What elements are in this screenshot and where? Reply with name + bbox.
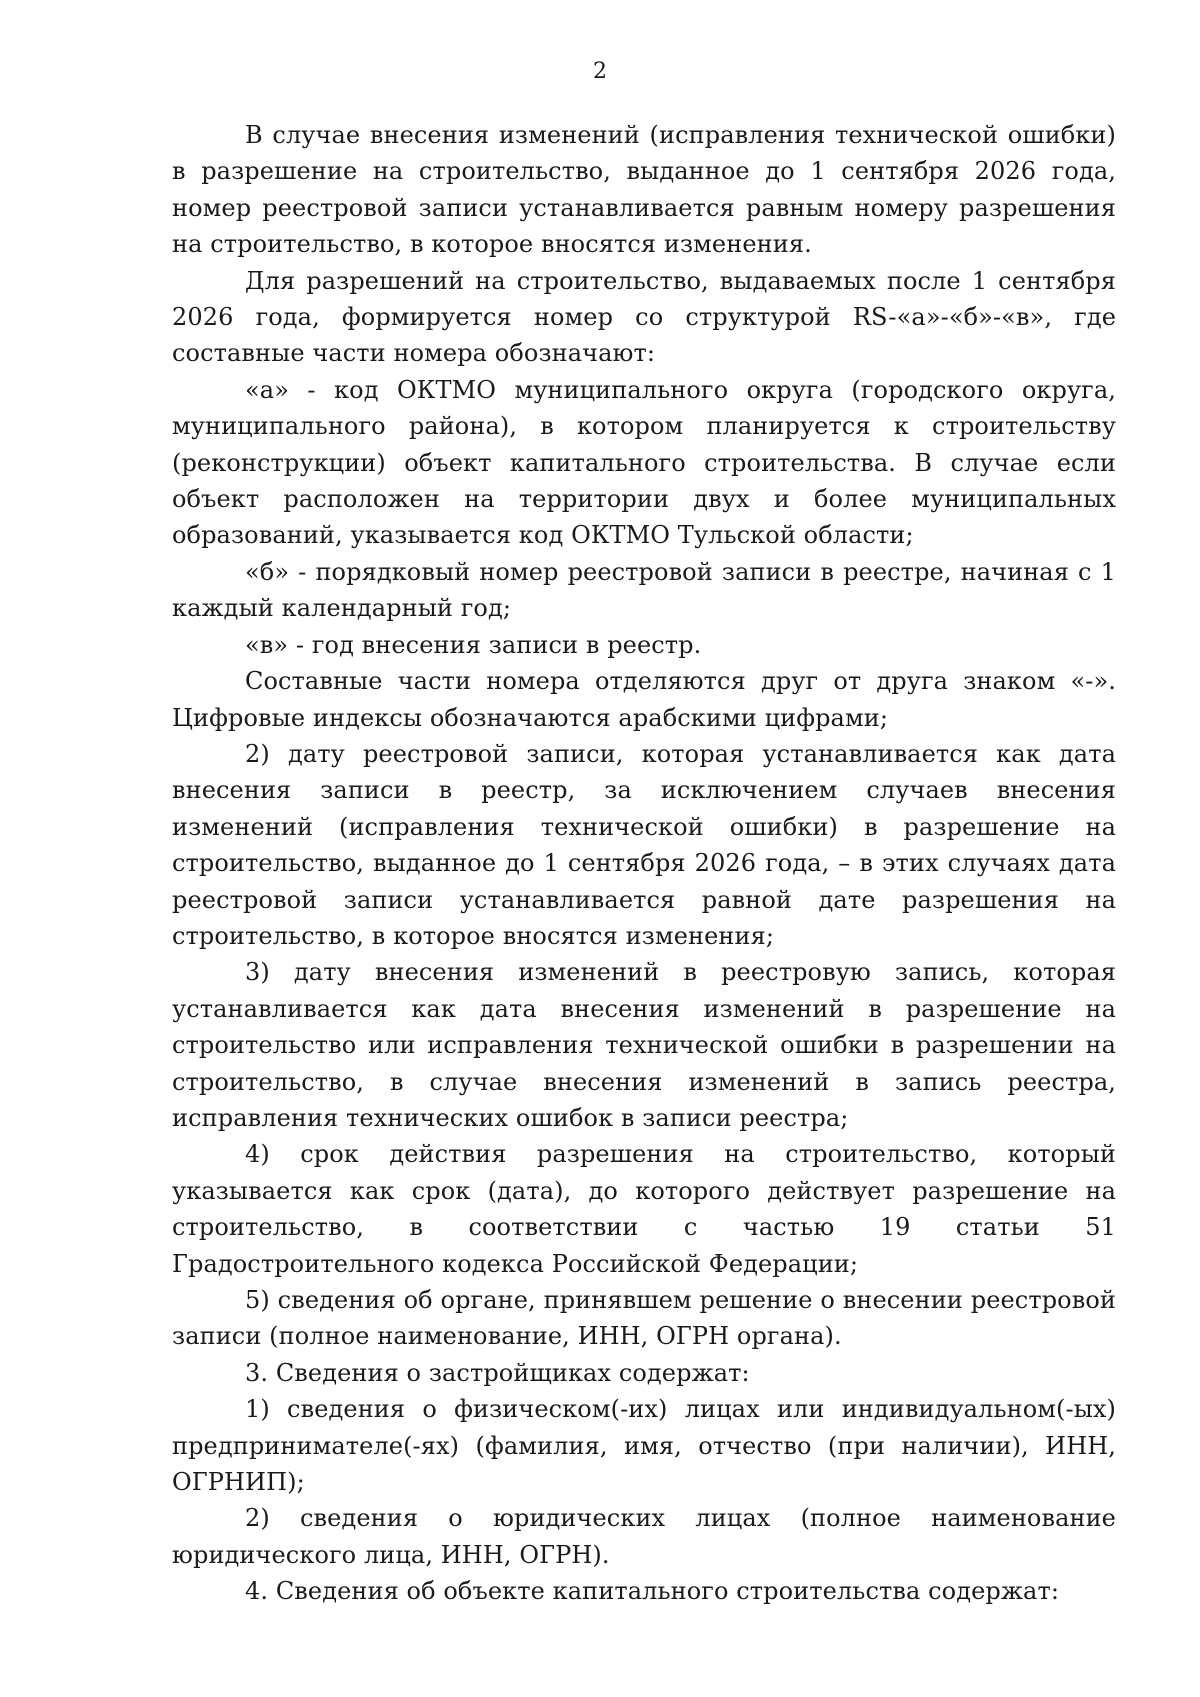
document-body — [172, 117, 1116, 1610]
paragraph-section-4-object: 4. Сведения об объекте капитального строительства содержат: — [245, 1577, 1060, 1606]
paragraph-item-5-authority: 5) сведения об органе, принявшем решение о внесении реестровой записи (полное наименование, ИНН, ОГРН органа). — [172, 1286, 1116, 1351]
page-number: 2 — [593, 59, 607, 84]
paragraph-number-structure: Для разрешений на строительство, выдаваемых после 1 сентября 2026 года, формируется номер со структурой RS-«а»-«б»-«в», где составные части номера обозначают: — [172, 266, 1116, 368]
paragraph-part-a: «а» - код ОКТМО муниципального округа (городского округа, муниципального района), в котором планируется к строительству (реконструкции) объект капитального строительства. В случае если объект расположен на территории двух и более муниципальных образований, указывается код ОКТМО Тульской области; — [172, 375, 1116, 550]
paragraph-developers-legal-entities: 2) сведения о юридических лицах (полное наименование юридического лица, ИНН, ОГРН). — [172, 1504, 1116, 1569]
paragraph-registry-number-amendment: В случае внесения изменений (исправления технической ошибки) в разрешение на строительство, выданное до 1 сентября 2026 года, номер реестровой записи устанавливается равным номеру разрешения на строительство, в которое вносятся изменения. — [172, 121, 1116, 259]
paragraph-item-4-validity: 4) срок действия разрешения на строительство, который указывается как срок (дата), до которого действует разрешение на строительство, в соответствии с частью 19 статьи 51 Градостроительного кодекса Российской Федерации; — [172, 1140, 1116, 1278]
paragraph-developers-individuals: 1) сведения о физическом(-их) лицах или индивидуальном(-ых) предпринимателе(-ях) (фамилия, имя, отчество (при наличии), ИНН, ОГРНИП); — [172, 1395, 1116, 1497]
paragraph-section-3-developers: 3. Сведения о застройщиках содержат: — [245, 1358, 750, 1387]
paragraph-part-b: «б» - порядковый номер реестровой записи в реестре, начиная с 1 каждый календарный год; — [172, 557, 1116, 623]
paragraph-separator: Составные части номера отделяются друг от друга знаком «-». Цифровые индексы обозначаются арабскими цифрами; — [172, 667, 1116, 732]
paragraph-part-c: «в» - год внесения записи в реестр. — [245, 630, 702, 659]
paragraph-item-2-record-date: 2) дату реестровой записи, которая устанавливается как дата внесения записи в реестр, за исключением случаев внесения изменений (исправления технической ошибки) в разрешение на строительство, выданное до 1 сентября 2026 года, – в этих случаях дата реестровой записи устанавливается равной дате разрешения на строительство, в которое вносятся изменения; — [172, 739, 1116, 950]
paragraph-item-3-change-date: 3) дату внесения изменений в реестровую запись, которая устанавливается как дата внесения изменений в разрешение на строительство или исправления технической ошибки в разрешении на строительство, в случае внесения изменений в запись реестра, исправления технических ошибок в записи реестра; — [172, 958, 1116, 1132]
